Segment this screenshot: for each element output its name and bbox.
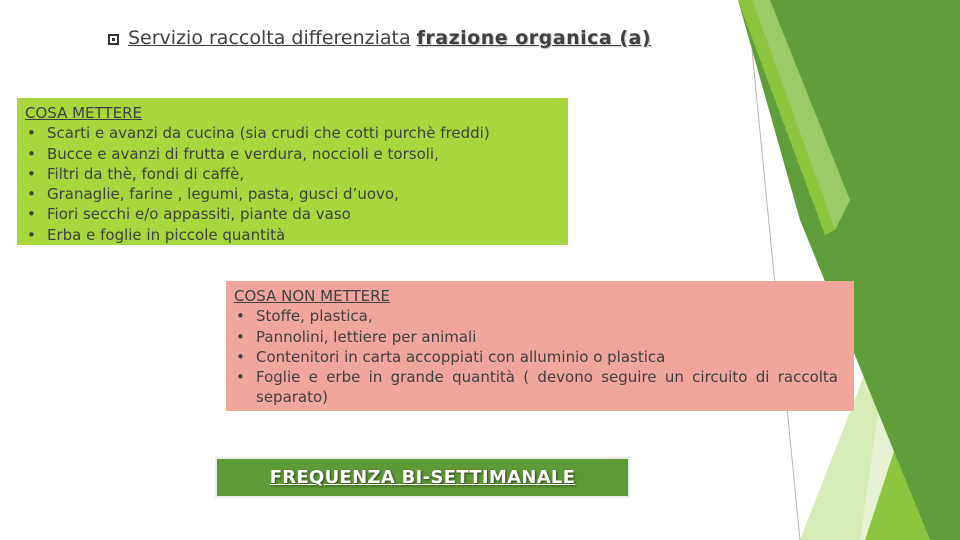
list-item: • Fiori secchi e/o appassiti, piante da vaso: [25, 204, 560, 224]
cosa-mettere-heading: COSA METTERE: [25, 104, 142, 122]
list-item: • Pannolini, lettiere per animali: [234, 327, 838, 347]
title-bold-text: frazione organica (a): [416, 27, 652, 49]
cosa-non-mettere-heading: COSA NON METTERE: [234, 287, 390, 305]
cosa-non-mettere-list: [234, 306, 838, 407]
slide-title: [108, 27, 651, 49]
list-item: • Bucce e avanzi di frutta e verdura, noccioli e torsoli,: [25, 144, 560, 164]
cosa-mettere-list: [25, 123, 560, 245]
list-item: • Foglie e erbe in grande quantità ( devono seguire un circuito di raccolta separato): [234, 367, 838, 408]
list-item: • Contenitori in carta accoppiati con alluminio o plastica: [234, 347, 838, 367]
cosa-mettere-box: [17, 98, 568, 245]
checkbox-square-icon: [108, 34, 119, 45]
list-item: • Erba e foglie in piccole quantità: [25, 225, 560, 245]
list-item: • Scarti e avanzi da cucina (sia crudi che cotti purchè freddi): [25, 123, 560, 143]
list-item: • Filtri da thè, fondi di caffè,: [25, 164, 560, 184]
title-plain-text: Servizio raccolta differenziata: [128, 27, 411, 49]
cosa-non-mettere-box: [226, 281, 854, 411]
frequency-label: FREQUENZA BI-SETTIMANALE: [269, 467, 576, 488]
list-item: • Granaglie, farine , legumi, pasta, gusci d’uovo,: [25, 184, 560, 204]
frequency-box: [215, 457, 630, 498]
list-item: • Stoffe, plastica,: [234, 306, 838, 326]
